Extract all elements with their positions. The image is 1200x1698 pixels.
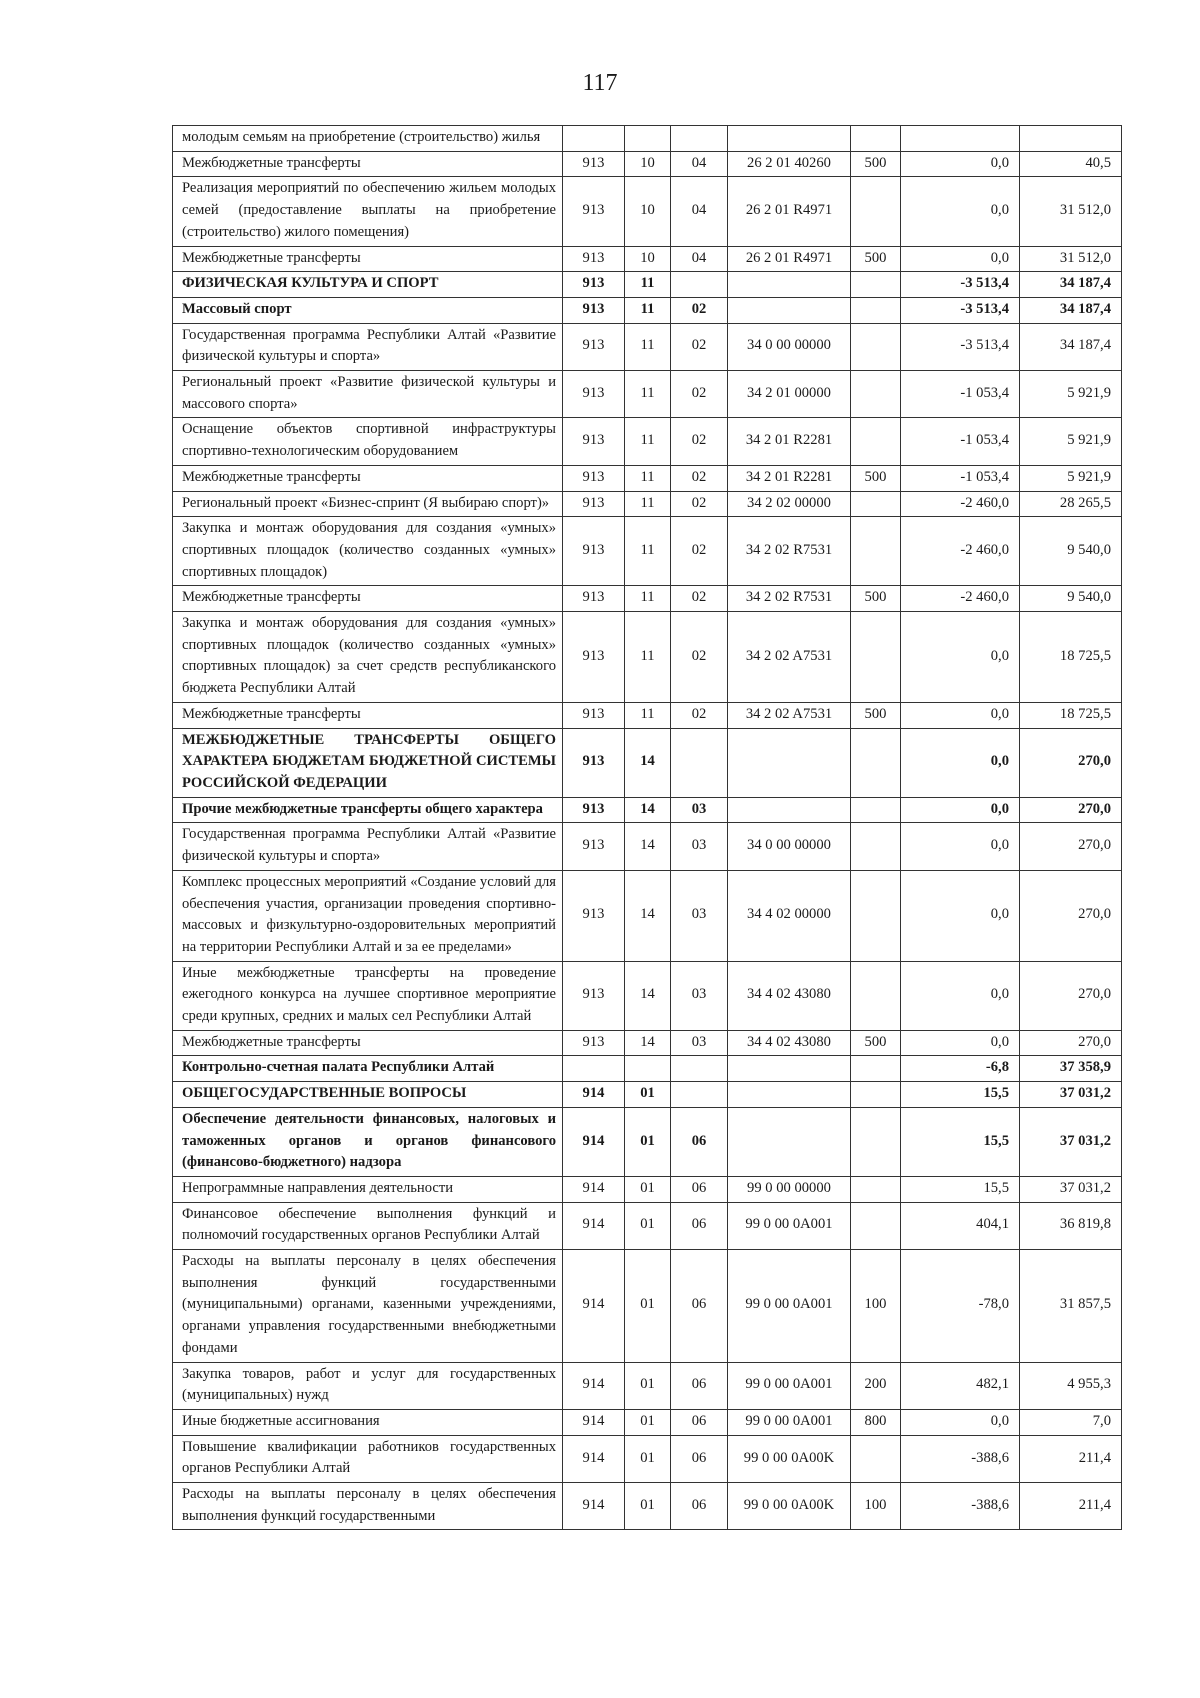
amount-change-cell: -3 513,4 [901, 272, 1020, 298]
expense-name-cell: Иные межбюджетные трансферты на проведение ежегодного конкурса на лучшее спортивное мероприятие среди крупных, средних и малых сел Республики Алтай [173, 961, 563, 1030]
target-article-cell [728, 272, 851, 298]
expense-name-cell: Расходы на выплаты персоналу в целях обеспечения выполнения функций государственными (муниципальными) органами, казенными учреждениями, органами управления государственными внебюджетными фондами [173, 1250, 563, 1363]
amount-total-cell: 5 921,9 [1020, 371, 1122, 418]
target-article-cell: 34 0 00 00000 [728, 823, 851, 870]
expense-name-cell: Повышение квалификации работников государственных органов Республики Алтай [173, 1435, 563, 1482]
expense-type-cell [851, 1107, 901, 1176]
table-row [173, 517, 1122, 586]
table-row [173, 1107, 1122, 1176]
section-code-cell: 11 [625, 371, 671, 418]
ministry-code-cell: 913 [563, 323, 625, 370]
section-code-cell: 01 [625, 1483, 671, 1530]
section-code-cell [625, 126, 671, 152]
table-row [173, 1082, 1122, 1108]
section-code-cell: 14 [625, 797, 671, 823]
expense-type-cell [851, 371, 901, 418]
expense-type-cell [851, 1176, 901, 1202]
amount-total-cell: 31 857,5 [1020, 1250, 1122, 1363]
section-code-cell: 11 [625, 323, 671, 370]
expense-type-cell [851, 1435, 901, 1482]
subsection-code-cell: 03 [671, 797, 728, 823]
table-row [173, 1435, 1122, 1482]
amount-change-cell: 0,0 [901, 246, 1020, 272]
section-code-cell: 11 [625, 272, 671, 298]
expense-type-cell [851, 126, 901, 152]
expense-type-cell [851, 1056, 901, 1082]
target-article-cell: 34 0 00 00000 [728, 323, 851, 370]
section-code-cell: 11 [625, 465, 671, 491]
amount-total-cell: 9 540,0 [1020, 586, 1122, 612]
ministry-code-cell: 913 [563, 586, 625, 612]
amount-total-cell: 5 921,9 [1020, 465, 1122, 491]
expense-name-cell: Региональный проект «Бизнес-спринт (Я выбираю спорт)» [173, 491, 563, 517]
amount-change-cell: -2 460,0 [901, 517, 1020, 586]
subsection-code-cell [671, 1056, 728, 1082]
target-article-cell [728, 797, 851, 823]
target-article-cell [728, 1056, 851, 1082]
target-article-cell [728, 126, 851, 152]
amount-change-cell: 0,0 [901, 728, 1020, 797]
expense-name-cell: Межбюджетные трансферты [173, 586, 563, 612]
section-code-cell: 01 [625, 1202, 671, 1249]
amount-change-cell: 482,1 [901, 1362, 1020, 1409]
target-article-cell: 34 4 02 43080 [728, 961, 851, 1030]
amount-change-cell: 15,5 [901, 1107, 1020, 1176]
amount-total-cell: 34 187,4 [1020, 272, 1122, 298]
section-code-cell: 01 [625, 1250, 671, 1363]
target-article-cell: 99 0 00 0A00K [728, 1435, 851, 1482]
subsection-code-cell: 03 [671, 961, 728, 1030]
subsection-code-cell: 02 [671, 323, 728, 370]
section-code-cell: 01 [625, 1409, 671, 1435]
expense-name-cell: Государственная программа Республики Алтай «Развитие физической культуры и спорта» [173, 323, 563, 370]
target-article-cell: 34 4 02 43080 [728, 1030, 851, 1056]
amount-total-cell: 211,4 [1020, 1435, 1122, 1482]
section-code-cell: 14 [625, 961, 671, 1030]
amount-total-cell: 40,5 [1020, 151, 1122, 177]
amount-total-cell: 37 031,2 [1020, 1082, 1122, 1108]
subsection-code-cell: 02 [671, 371, 728, 418]
ministry-code-cell: 913 [563, 961, 625, 1030]
expense-name-cell: Закупка и монтаж оборудования для создания «умных» спортивных площадок (количество созданных «умных» спортивных площадок) за счет средств республиканского бюджета Республики Алтай [173, 612, 563, 703]
amount-total-cell: 5 921,9 [1020, 418, 1122, 465]
ministry-code-cell: 913 [563, 371, 625, 418]
amount-change-cell: -2 460,0 [901, 491, 1020, 517]
expense-name-cell: Расходы на выплаты персоналу в целях обеспечения выполнения функций государственными [173, 1483, 563, 1530]
ministry-code-cell: 913 [563, 797, 625, 823]
ministry-code-cell: 913 [563, 728, 625, 797]
expense-name-cell: Межбюджетные трансферты [173, 465, 563, 491]
subsection-code-cell [671, 728, 728, 797]
subsection-code-cell: 02 [671, 586, 728, 612]
amount-change-cell: 0,0 [901, 961, 1020, 1030]
expense-type-cell [851, 272, 901, 298]
amount-change-cell: 0,0 [901, 177, 1020, 246]
expense-type-cell [851, 323, 901, 370]
target-article-cell: 26 2 01 R4971 [728, 177, 851, 246]
expense-name-cell: Комплекс процессных мероприятий «Создание условий для обеспечения участия, организации проведения спортивно-массовых и физкультурно-оздоровительных мероприятий на территории Республики Алтай и за ее пределами» [173, 870, 563, 961]
section-code-cell: 11 [625, 612, 671, 703]
expense-type-cell [851, 823, 901, 870]
ministry-code-cell: 913 [563, 870, 625, 961]
expense-name-cell: Государственная программа Республики Алтай «Развитие физической культуры и спорта» [173, 823, 563, 870]
section-code-cell: 11 [625, 586, 671, 612]
subsection-code-cell: 06 [671, 1202, 728, 1249]
expense-name-cell: Массовый спорт [173, 297, 563, 323]
subsection-code-cell: 06 [671, 1362, 728, 1409]
amount-change-cell: 0,0 [901, 151, 1020, 177]
page-number: 117 [582, 70, 618, 96]
ministry-code-cell: 913 [563, 517, 625, 586]
expense-type-cell: 500 [851, 586, 901, 612]
expense-name-cell: Прочие межбюджетные трансферты общего характера [173, 797, 563, 823]
amount-total-cell: 18 725,5 [1020, 702, 1122, 728]
expense-type-cell [851, 728, 901, 797]
expense-type-cell: 100 [851, 1483, 901, 1530]
budget-table [172, 125, 1122, 1530]
ministry-code-cell [563, 126, 625, 152]
table-row [173, 823, 1122, 870]
table-row [173, 870, 1122, 961]
expense-name-cell: ОБЩЕГОСУДАРСТВЕННЫЕ ВОПРОСЫ [173, 1082, 563, 1108]
section-code-cell: 11 [625, 491, 671, 517]
table-body [173, 126, 1122, 1530]
expense-name-cell: ФИЗИЧЕСКАЯ КУЛЬТУРА И СПОРТ [173, 272, 563, 298]
target-article-cell: 99 0 00 0A001 [728, 1409, 851, 1435]
expense-type-cell [851, 612, 901, 703]
amount-total-cell: 37 031,2 [1020, 1107, 1122, 1176]
target-article-cell: 99 0 00 0A001 [728, 1202, 851, 1249]
amount-total-cell: 270,0 [1020, 870, 1122, 961]
target-article-cell: 34 2 02 A7531 [728, 702, 851, 728]
section-code-cell [625, 1056, 671, 1082]
expense-type-cell [851, 297, 901, 323]
expense-type-cell [851, 491, 901, 517]
subsection-code-cell: 06 [671, 1176, 728, 1202]
section-code-cell: 11 [625, 702, 671, 728]
amount-total-cell: 18 725,5 [1020, 612, 1122, 703]
target-article-cell: 34 2 01 00000 [728, 371, 851, 418]
amount-total-cell: 270,0 [1020, 961, 1122, 1030]
amount-change-cell: -3 513,4 [901, 323, 1020, 370]
section-code-cell: 14 [625, 1030, 671, 1056]
section-code-cell: 11 [625, 297, 671, 323]
subsection-code-cell [671, 126, 728, 152]
expense-name-cell: Межбюджетные трансферты [173, 1030, 563, 1056]
amount-change-cell: 15,5 [901, 1176, 1020, 1202]
ministry-code-cell: 914 [563, 1176, 625, 1202]
target-article-cell: 34 2 02 00000 [728, 491, 851, 517]
target-article-cell: 34 2 02 A7531 [728, 612, 851, 703]
table-row [173, 1362, 1122, 1409]
expense-name-cell: Межбюджетные трансферты [173, 246, 563, 272]
expense-type-cell: 200 [851, 1362, 901, 1409]
table-row [173, 702, 1122, 728]
ministry-code-cell: 914 [563, 1250, 625, 1363]
section-code-cell: 14 [625, 728, 671, 797]
expense-name-cell: Контрольно-счетная палата Республики Алтай [173, 1056, 563, 1082]
expense-type-cell [851, 797, 901, 823]
amount-change-cell: -388,6 [901, 1435, 1020, 1482]
subsection-code-cell: 02 [671, 418, 728, 465]
expense-type-cell [851, 1202, 901, 1249]
section-code-cell: 01 [625, 1435, 671, 1482]
table-row [173, 1483, 1122, 1530]
expense-name-cell: Закупка товаров, работ и услуг для государственных (муниципальных) нужд [173, 1362, 563, 1409]
amount-total-cell: 31 512,0 [1020, 246, 1122, 272]
table-row [173, 297, 1122, 323]
subsection-code-cell: 06 [671, 1435, 728, 1482]
table-row [173, 418, 1122, 465]
section-code-cell: 01 [625, 1107, 671, 1176]
ministry-code-cell [563, 1056, 625, 1082]
subsection-code-cell: 06 [671, 1483, 728, 1530]
table-row [173, 1056, 1122, 1082]
expense-type-cell [851, 517, 901, 586]
table-row [173, 961, 1122, 1030]
expense-name-cell: Обеспечение деятельности финансовых, налоговых и таможенных органов и органов финансового (финансово-бюджетного) надзора [173, 1107, 563, 1176]
target-article-cell: 99 0 00 0A001 [728, 1250, 851, 1363]
table-row [173, 1176, 1122, 1202]
target-article-cell: 26 2 01 R4971 [728, 246, 851, 272]
expense-name-cell: Непрограммные направления деятельности [173, 1176, 563, 1202]
amount-change-cell: 0,0 [901, 1030, 1020, 1056]
ministry-code-cell: 913 [563, 491, 625, 517]
section-code-cell: 01 [625, 1082, 671, 1108]
amount-total-cell: 270,0 [1020, 728, 1122, 797]
expense-type-cell [851, 961, 901, 1030]
expense-name-cell: Иные бюджетные ассигнования [173, 1409, 563, 1435]
amount-total-cell: 270,0 [1020, 797, 1122, 823]
amount-total-cell: 270,0 [1020, 1030, 1122, 1056]
subsection-code-cell: 02 [671, 491, 728, 517]
ministry-code-cell: 913 [563, 151, 625, 177]
expense-type-cell: 500 [851, 702, 901, 728]
amount-total-cell: 7,0 [1020, 1409, 1122, 1435]
amount-total-cell: 270,0 [1020, 823, 1122, 870]
expense-name-cell: МЕЖБЮДЖЕТНЫЕ ТРАНСФЕРТЫ ОБЩЕГО ХАРАКТЕРА БЮДЖЕТАМ БЮДЖЕТНОЙ СИСТЕМЫ РОССИЙСКОЙ ФЕДЕРАЦИИ [173, 728, 563, 797]
subsection-code-cell: 03 [671, 870, 728, 961]
table-row [173, 177, 1122, 246]
ministry-code-cell: 913 [563, 418, 625, 465]
ministry-code-cell: 914 [563, 1483, 625, 1530]
subsection-code-cell: 02 [671, 517, 728, 586]
target-article-cell: 99 0 00 00000 [728, 1176, 851, 1202]
amount-change-cell: -3 513,4 [901, 297, 1020, 323]
target-article-cell: 34 2 02 R7531 [728, 517, 851, 586]
ministry-code-cell: 914 [563, 1202, 625, 1249]
ministry-code-cell: 914 [563, 1409, 625, 1435]
table-row [173, 797, 1122, 823]
section-code-cell: 10 [625, 151, 671, 177]
table-row [173, 126, 1122, 152]
ministry-code-cell: 913 [563, 465, 625, 491]
table-row [173, 371, 1122, 418]
amount-change-cell: 15,5 [901, 1082, 1020, 1108]
table-row [173, 1030, 1122, 1056]
ministry-code-cell: 913 [563, 246, 625, 272]
table-row [173, 1250, 1122, 1363]
expense-name-cell: Межбюджетные трансферты [173, 702, 563, 728]
expense-name-cell: Оснащение объектов спортивной инфраструктуры спортивно-технологическим оборудованием [173, 418, 563, 465]
expense-type-cell [851, 177, 901, 246]
amount-total-cell [1020, 126, 1122, 152]
amount-change-cell: 0,0 [901, 1409, 1020, 1435]
ministry-code-cell: 914 [563, 1082, 625, 1108]
amount-total-cell: 34 187,4 [1020, 297, 1122, 323]
subsection-code-cell: 06 [671, 1107, 728, 1176]
amount-total-cell: 28 265,5 [1020, 491, 1122, 517]
target-article-cell [728, 1082, 851, 1108]
table-row [173, 612, 1122, 703]
target-article-cell: 34 2 01 R2281 [728, 465, 851, 491]
target-article-cell: 34 2 02 R7531 [728, 586, 851, 612]
ministry-code-cell: 914 [563, 1107, 625, 1176]
section-code-cell: 14 [625, 823, 671, 870]
subsection-code-cell: 04 [671, 246, 728, 272]
table-row [173, 728, 1122, 797]
table-row [173, 323, 1122, 370]
amount-total-cell: 211,4 [1020, 1483, 1122, 1530]
subsection-code-cell: 06 [671, 1250, 728, 1363]
expense-name-cell: Финансовое обеспечение выполнения функций и полномочий государственных органов Республики Алтай [173, 1202, 563, 1249]
target-article-cell: 99 0 00 0A00K [728, 1483, 851, 1530]
amount-total-cell: 4 955,3 [1020, 1362, 1122, 1409]
amount-change-cell: -1 053,4 [901, 371, 1020, 418]
expense-type-cell: 500 [851, 151, 901, 177]
ministry-code-cell: 913 [563, 177, 625, 246]
amount-change-cell: -2 460,0 [901, 586, 1020, 612]
section-code-cell: 10 [625, 246, 671, 272]
ministry-code-cell: 913 [563, 272, 625, 298]
amount-change-cell: -1 053,4 [901, 418, 1020, 465]
target-article-cell: 26 2 01 40260 [728, 151, 851, 177]
expense-type-cell: 500 [851, 1030, 901, 1056]
expense-type-cell: 500 [851, 465, 901, 491]
table-row [173, 1202, 1122, 1249]
amount-change-cell: 0,0 [901, 612, 1020, 703]
target-article-cell: 34 4 02 00000 [728, 870, 851, 961]
amount-change-cell: 0,0 [901, 797, 1020, 823]
expense-type-cell [851, 870, 901, 961]
expense-name-cell: молодым семьям на приобретение (строительство) жилья [173, 126, 563, 152]
amount-total-cell: 36 819,8 [1020, 1202, 1122, 1249]
subsection-code-cell: 02 [671, 612, 728, 703]
ministry-code-cell: 913 [563, 612, 625, 703]
amount-total-cell: 9 540,0 [1020, 517, 1122, 586]
subsection-code-cell: 02 [671, 297, 728, 323]
amount-change-cell: -1 053,4 [901, 465, 1020, 491]
amount-change-cell: 0,0 [901, 702, 1020, 728]
expense-name-cell: Региональный проект «Развитие физической культуры и массового спорта» [173, 371, 563, 418]
ministry-code-cell: 914 [563, 1362, 625, 1409]
subsection-code-cell: 06 [671, 1409, 728, 1435]
expense-name-cell: Межбюджетные трансферты [173, 151, 563, 177]
ministry-code-cell: 913 [563, 1030, 625, 1056]
table-row [173, 465, 1122, 491]
expense-type-cell: 100 [851, 1250, 901, 1363]
target-article-cell: 34 2 01 R2281 [728, 418, 851, 465]
ministry-code-cell: 914 [563, 1435, 625, 1482]
section-code-cell: 10 [625, 177, 671, 246]
table-row [173, 272, 1122, 298]
ministry-code-cell: 913 [563, 823, 625, 870]
expense-type-cell: 500 [851, 246, 901, 272]
section-code-cell: 14 [625, 870, 671, 961]
amount-change-cell [901, 126, 1020, 152]
amount-total-cell: 37 358,9 [1020, 1056, 1122, 1082]
amount-total-cell: 37 031,2 [1020, 1176, 1122, 1202]
subsection-code-cell: 04 [671, 151, 728, 177]
expense-type-cell: 800 [851, 1409, 901, 1435]
expense-type-cell [851, 418, 901, 465]
subsection-code-cell [671, 272, 728, 298]
expense-name-cell: Закупка и монтаж оборудования для создания «умных» спортивных площадок (количество созданных «умных» спортивных площадок) [173, 517, 563, 586]
target-article-cell [728, 297, 851, 323]
amount-total-cell: 31 512,0 [1020, 177, 1122, 246]
section-code-cell: 01 [625, 1176, 671, 1202]
table-row [173, 491, 1122, 517]
section-code-cell: 11 [625, 418, 671, 465]
subsection-code-cell: 02 [671, 465, 728, 491]
section-code-cell: 01 [625, 1362, 671, 1409]
target-article-cell [728, 1107, 851, 1176]
subsection-code-cell: 03 [671, 823, 728, 870]
subsection-code-cell: 03 [671, 1030, 728, 1056]
ministry-code-cell: 913 [563, 297, 625, 323]
amount-change-cell: -6,8 [901, 1056, 1020, 1082]
table-row [173, 151, 1122, 177]
expense-name-cell: Реализация мероприятий по обеспечению жильем молодых семей (предоставление выплаты на приобретение (строительство) жилого помещения) [173, 177, 563, 246]
expense-type-cell [851, 1082, 901, 1108]
amount-total-cell: 34 187,4 [1020, 323, 1122, 370]
amount-change-cell: -78,0 [901, 1250, 1020, 1363]
table-row [173, 586, 1122, 612]
target-article-cell [728, 728, 851, 797]
amount-change-cell: 0,0 [901, 823, 1020, 870]
subsection-code-cell: 04 [671, 177, 728, 246]
section-code-cell: 11 [625, 517, 671, 586]
ministry-code-cell: 913 [563, 702, 625, 728]
table-row [173, 1409, 1122, 1435]
amount-change-cell: 404,1 [901, 1202, 1020, 1249]
amount-change-cell: 0,0 [901, 870, 1020, 961]
amount-change-cell: -388,6 [901, 1483, 1020, 1530]
subsection-code-cell: 02 [671, 702, 728, 728]
subsection-code-cell [671, 1082, 728, 1108]
target-article-cell: 99 0 00 0A001 [728, 1362, 851, 1409]
table-row [173, 246, 1122, 272]
